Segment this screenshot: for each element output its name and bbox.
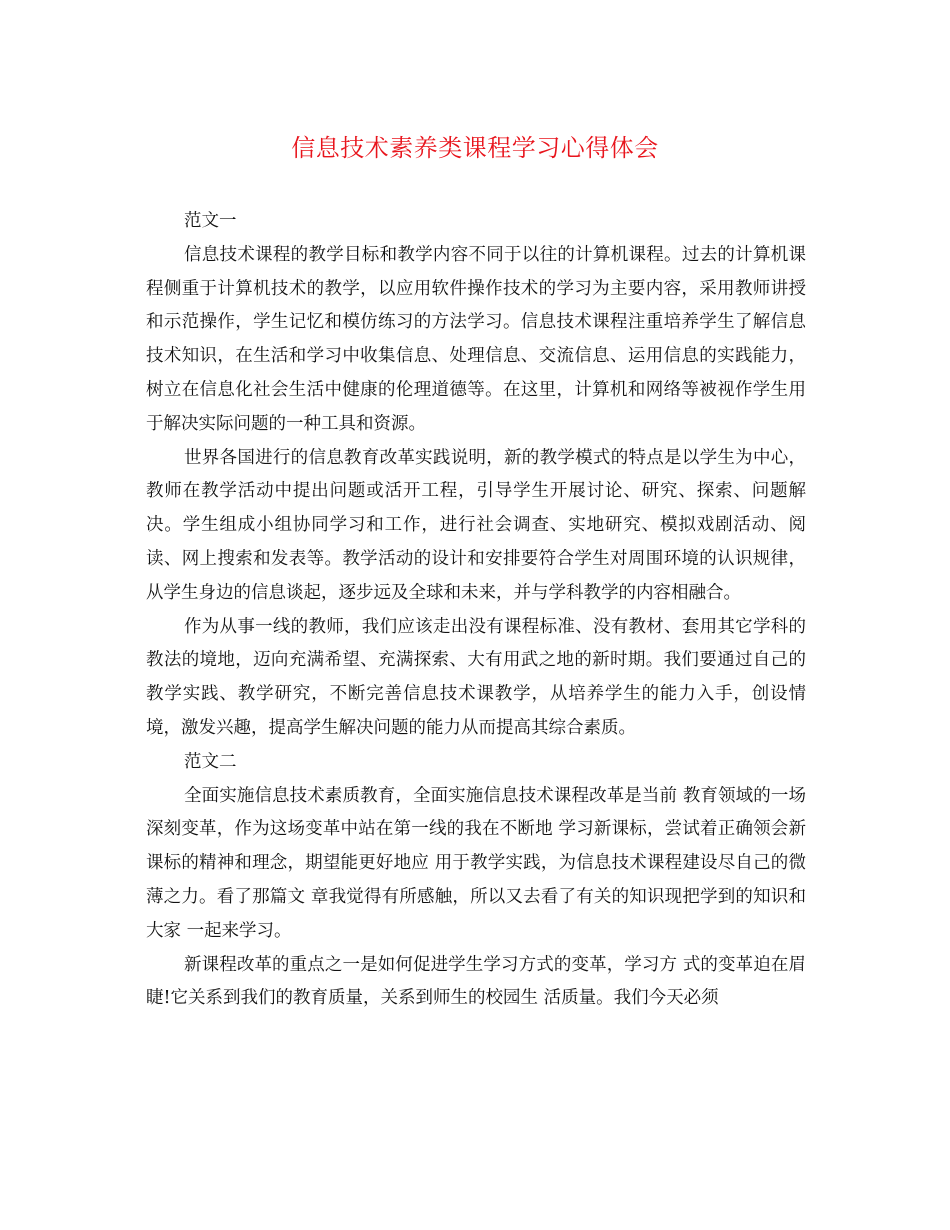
paragraph: 信息技术课程的教学目标和教学内容不同于以往的计算机课程。过去的计算机课程侧重于计算机技术的教学，以应用软件操作技术的学习为主要内容，采用教师讲授和示范操作，学生记忆和模仿练习的方法学习。信息技术课程注重培养学生了解信息技术知识，在生活和学习中收集信息、处理信息、交流信息、运用信息的实践能力，树立在信息化社会生活中健康的伦理道德等。在这里，计算机和网络等被视作学生用于解决实际问题的一种工具和资源。 (146, 244, 806, 434)
document-title: 信息技术素养类课程学习心得体会 (291, 134, 659, 162)
section-heading-2: 范文二 (184, 751, 237, 772)
paragraph: 世界各国进行的信息教育改革实践说明，新的教学模式的特点是以学生为中心，教师在教学活动中提出问题或活开工程，引导学生开展讨论、研究、探索、问题解决。学生组成小组协同学习和工作，进行社会调查、实地研究、模拟戏剧活动、阅读、网上搜索和发表等。教学活动的设计和安排要符合学生对周围环境的认识规律，从学生身边的信息谈起，逐步远及全球和未来，并与学科教学的内容相融合。 (146, 447, 806, 603)
paragraph: 新课程改革的重点之一是如何促进学生学习方式的变革，学习方 式的变革迫在眉睫!它关系到我们的教育质量，关系到师生的校园生 活质量。我们今天必须 (146, 954, 806, 1009)
paragraph: 作为从事一线的教师，我们应该走出没有课程标准、没有教材、套用其它学科的教法的境地，迈向充满希望、充满探索、大有用武之地的新时期。我们要通过自己的教学实践、教学研究，不断完善信息技术课教学，从培养学生的能力入手，创设情境，激发兴趣，提高学生解决问题的能力从而提高其综合素质。 (146, 616, 806, 738)
paragraph: 全面实施信息技术素质教育，全面实施信息技术课程改革是当前 教育领域的一场深刻变革，作为这场变革中站在第一线的我在不断地 学习新课标，尝试着正确领会新课标的精神和理念，期望能更好地应 用于教学实践，为信息技术课程建设尽自己的微薄之力。看了那篇文 章我觉得有所感触，所以又去看了有关的知识现把学到的知识和大家 一起来学习。 (146, 785, 806, 941)
section-heading-1: 范文一 (184, 211, 237, 231)
document-body (146, 205, 806, 1016)
